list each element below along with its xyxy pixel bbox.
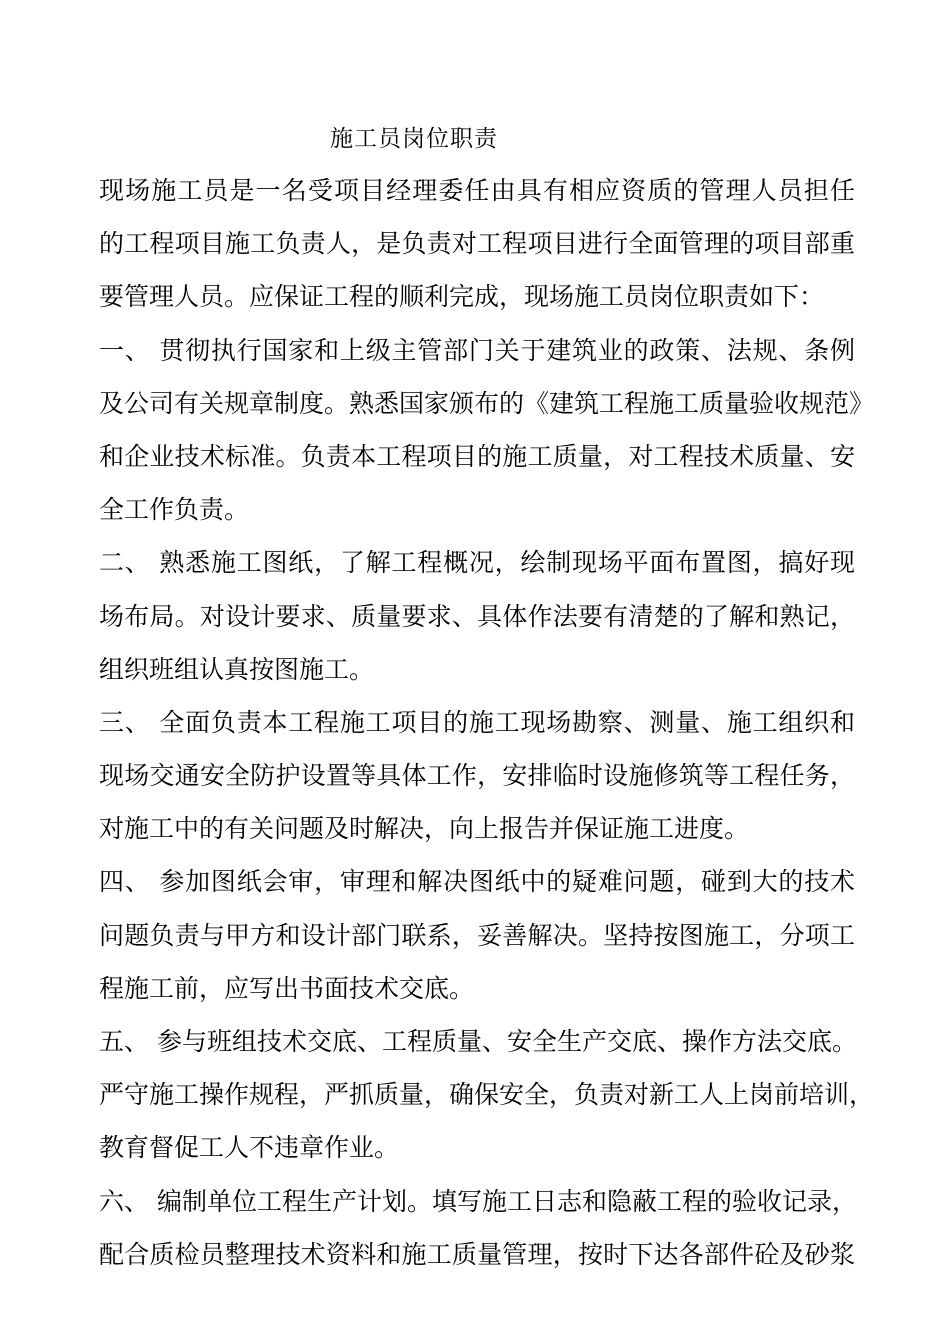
- clause-5-line: 教育督促工人不违章作业。: [99, 1133, 400, 1163]
- clause-3-line: 对施工中的有关问题及时解决，向上报告并保证施工进度。: [99, 814, 750, 844]
- clause-1-line: 及公司有关规章制度。熟悉国家颁布的《建筑工程施工质量验收规范》: [99, 388, 875, 418]
- clause-1-line: 全工作负责。: [99, 495, 250, 525]
- body-line: 现场施工员是一名受项目经理委任由具有相应资质的管理人员担任: [99, 176, 855, 205]
- clause-4-line: 程施工前，应写出书面技术交底。: [99, 973, 475, 1003]
- body-line: 要管理人员。应保证工程的顺利完成，现场施工员岗位职责如下：: [99, 282, 825, 312]
- clause-5-line: 五、 参与班组技术交底、工程质量、安全生产交底、操作方法交底。: [99, 1027, 857, 1056]
- document-title: 施工员岗位职责: [330, 126, 498, 152]
- clause-2-line: 场布局。对设计要求、质量要求、具体作法要有清楚的了解和熟记，: [99, 601, 855, 631]
- clause-2-line: 组织班组认真按图施工。: [99, 654, 375, 684]
- clause-4-line: 四、 参加图纸会审，审理和解决图纸中的疑难问题，碰到大的技术: [99, 867, 855, 897]
- clause-2-line: 二、 熟悉施工图纸，了解工程概况，绘制现场平面布置图，搞好现: [99, 548, 855, 578]
- clause-1-line: 和企业技术标准。负责本工程项目的施工质量，对工程技术质量、安: [99, 441, 855, 471]
- clause-3-line: 三、 全面负责本工程施工项目的施工现场勘察、测量、施工组织和: [99, 707, 855, 737]
- clause-5-line: 严守施工操作规程，严抓质量，确保安全，负责对新工人上岗前培训，: [99, 1080, 875, 1110]
- clause-4-line: 问题负责与甲方和设计部门联系，妥善解决。坚持按图施工，分项工: [99, 920, 855, 950]
- body-line: 的工程项目施工负责人，是负责对工程项目进行全面管理的项目部重: [99, 229, 855, 259]
- clause-6-line: 六、 编制单位工程生产计划。填写施工日志和隐蔽工程的验收记录，: [99, 1186, 857, 1216]
- clause-3-line: 现场交通安全防护设置等具体工作，安排临时设施修筑等工程任务，: [99, 761, 855, 791]
- clause-1-line: 一、 贯彻执行国家和上级主管部门关于建筑业的政策、法规、条例: [99, 335, 855, 365]
- document-body: [99, 164, 875, 1281]
- clause-6-line: 配合质检员整理技术资料和施工质量管理，按时下达各部件砼及砂浆: [99, 1239, 855, 1269]
